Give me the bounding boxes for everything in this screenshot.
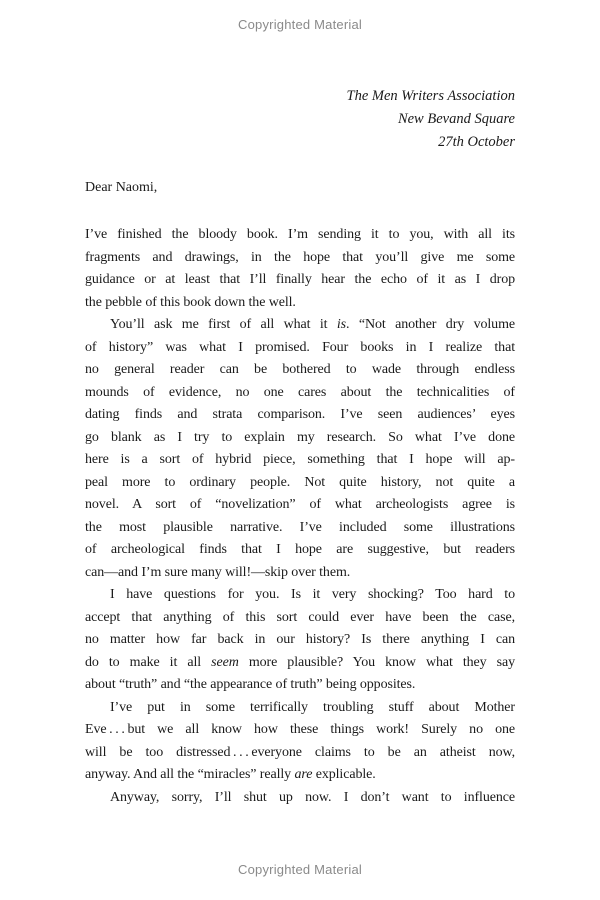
- body-text: no matter how far back in our history? Is there anything I can: [85, 632, 515, 647]
- body-text: go blank as I try to explain my research. So what I’ve done: [85, 429, 515, 445]
- body-text: can—and I’m sure many will!—skip over them.: [85, 564, 351, 580]
- body-line: [85, 607, 515, 630]
- body-text: the most plausible narrative. I’ve included some illustrations: [85, 519, 515, 535]
- copyright-notice-bottom: Copyrighted Material: [238, 862, 362, 877]
- body-text: about “truth” and “the appearance of truth” being opposites.: [85, 677, 416, 692]
- body-line: [85, 472, 515, 495]
- body-text: guidance or at least that I’ll finally hear the echo of it as I drop: [85, 272, 515, 287]
- body-text: mounds of evidence, no one cares about the technicalities of: [85, 384, 515, 400]
- body-line: [85, 314, 515, 337]
- body-text: will be too distressed . . . everyone claims to be an atheist now,: [85, 744, 515, 760]
- body-line: [85, 629, 515, 652]
- body-line: [85, 584, 515, 607]
- body-line: [85, 382, 515, 405]
- body-text: no general reader can be bothered to wade through endless: [85, 362, 515, 377]
- letter-body: [85, 224, 515, 809]
- body-line: [85, 764, 515, 787]
- body-text: peal more to ordinary people. Not quite history, not quite a: [85, 474, 515, 490]
- body-line: [85, 719, 515, 742]
- body-line: [85, 517, 515, 540]
- body-text: more plausible? You know what they say: [238, 654, 516, 670]
- body-line: [85, 427, 515, 450]
- body-line: [85, 539, 515, 562]
- body-text: accept that anything of this sort could ever have been the case,: [85, 609, 515, 625]
- body-line: [85, 674, 515, 697]
- copyright-notice-top: Copyrighted Material: [238, 17, 362, 32]
- body-text: novel. A sort of “novelization” of what archeologists agree is: [85, 497, 515, 512]
- letterhead-address-line: New Bevand Square: [397, 111, 515, 127]
- body-line: [85, 247, 515, 270]
- body-text: of history” was what I promised. Four books in I realize that: [85, 339, 515, 355]
- body-text: of archeological finds that I hope are suggestive, but readers: [85, 542, 515, 557]
- body-line: [85, 224, 515, 247]
- body-text: here is a sort of hybrid piece, something that I hope will ap-: [85, 452, 515, 467]
- body-text: do to make it all: [85, 654, 212, 670]
- italic-text: seem: [211, 654, 239, 670]
- italic-text: are: [294, 767, 313, 782]
- body-line: [85, 562, 515, 585]
- body-text: the pebble of this book down the well.: [85, 294, 296, 310]
- letterhead-date-line: 27th October: [438, 134, 515, 150]
- body-line: [85, 787, 515, 810]
- body-text: dating finds and strata comparison. I’ve seen audiences’ eyes: [85, 407, 515, 422]
- body-line: [85, 494, 515, 517]
- body-line: [85, 449, 515, 472]
- body-text: I have questions for you. Is it very shocking? Too hard to: [110, 587, 515, 602]
- body-text: Eve . . . but we all know how these things work! Surely no one: [85, 722, 515, 737]
- body-line: [85, 652, 515, 675]
- body-line: [85, 742, 515, 765]
- body-text: . “Not another dry volume: [346, 317, 515, 332]
- body-text: I’ve put in some terrifically troubling stuff about Mother: [110, 699, 515, 715]
- body-text: Anyway, sorry, I’ll shut up now. I don’t want to influence: [110, 789, 515, 805]
- body-line: [85, 292, 515, 315]
- letterhead-association-line: The Men Writers Association: [346, 88, 515, 104]
- body-line: [85, 404, 515, 427]
- letterhead: [347, 85, 516, 154]
- body-text: fragments and drawings, in the hope that you’ll give me some: [85, 249, 515, 265]
- body-text: explicable.: [312, 767, 376, 782]
- body-line: [85, 269, 515, 292]
- body-line: [85, 337, 515, 360]
- body-line: [85, 697, 515, 720]
- italic-text: is: [336, 317, 347, 332]
- salutation: Dear Naomi,: [85, 180, 158, 195]
- body-text: I’ve finished the bloody book. I’m sending it to you, with all its: [85, 227, 515, 242]
- body-text: anyway. And all the “miracles” really: [85, 767, 295, 782]
- body-line: [85, 359, 515, 382]
- body-text: You’ll ask me first of all what it: [110, 317, 337, 332]
